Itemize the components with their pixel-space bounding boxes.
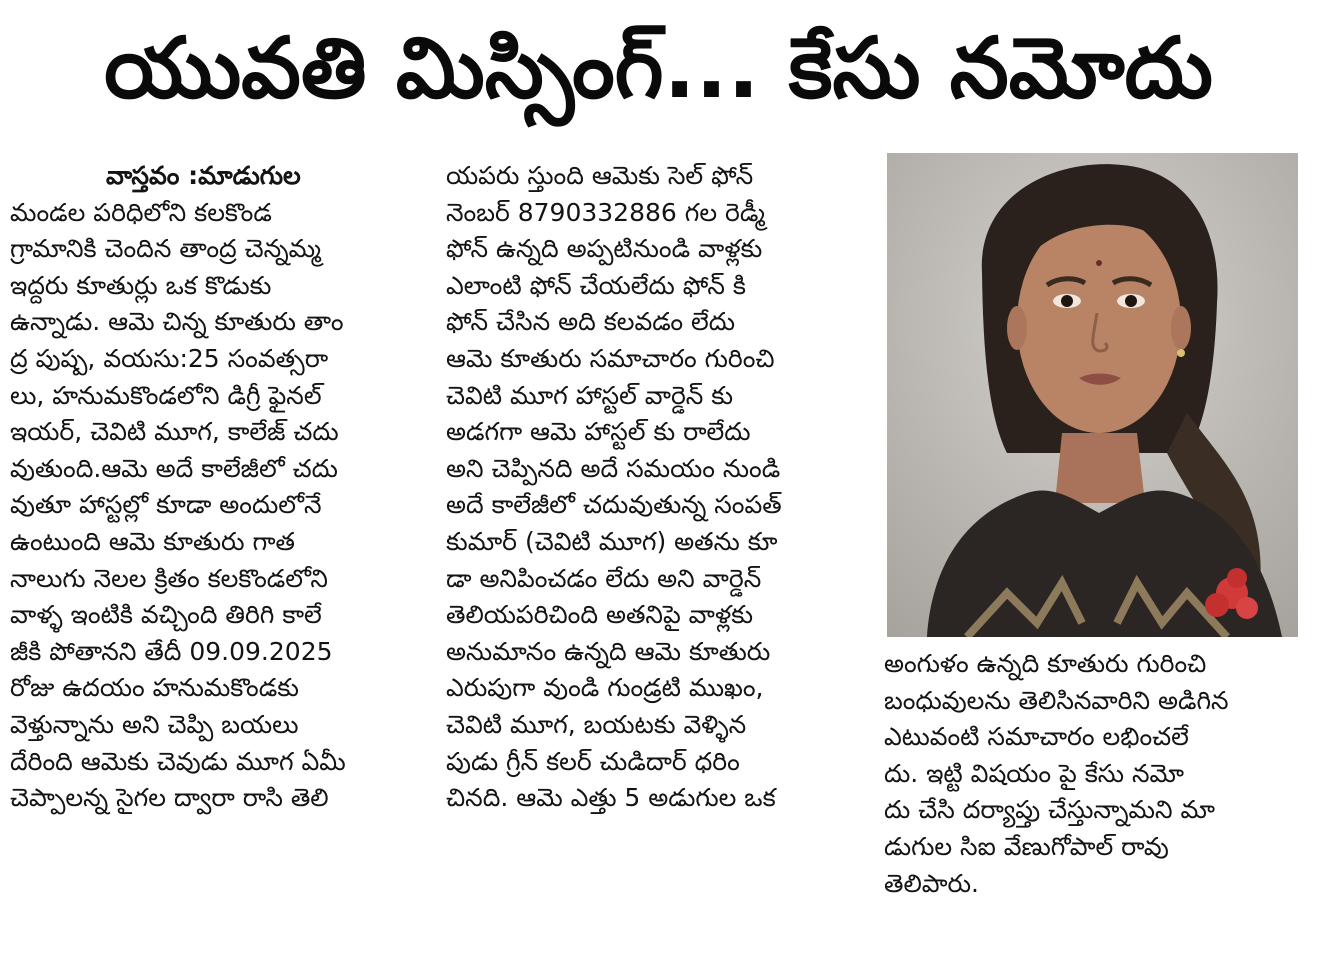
text-line: చెవిటి మూగ హాస్టల్ వార్డెన్ కు: [446, 380, 733, 410]
text-line: చెవిటి మూగ, బయటకు వెళ్ళిన: [446, 709, 747, 739]
column-3-text: [884, 646, 1304, 902]
text-line: ఇద్దరు కూతుర్లు ఒక కొడుకు: [10, 270, 272, 300]
text-line: వెళ్తున్నాను అని చెప్పి బయలు: [10, 709, 299, 739]
article-column-1: [10, 158, 430, 817]
text-line: పుడు గ్రీన్ కలర్ చుడిదార్ ధరిం: [446, 746, 740, 776]
article-column-2: [446, 158, 871, 817]
text-line: చెప్పాలన్న సైగల ద్వారా రాసి తెలి: [10, 783, 329, 813]
text-line: జీకి పోతానని తేదీ 09.09.2025: [10, 636, 333, 666]
text-line: ఉన్నాడు. ఆమె చిన్న కూతురు తాం: [10, 307, 344, 337]
dateline: వాస్తవం :మాడుగుల: [106, 161, 301, 190]
text-line: వుతూ హాస్టల్లో కూడా అందులోనే: [10, 490, 322, 520]
text-line: తెలియపరిచింది అతనిపై వాళ్లకు: [446, 600, 753, 630]
text-line: ఎలాంటి ఫోన్ చేయలేదు ఫోన్ కి: [446, 270, 746, 300]
text-line: చినది. ఆమె ఎత్తు 5 అడుగుల ఒక: [446, 783, 776, 813]
column-2-text: [446, 158, 871, 817]
text-line: ఫోన్ ఉన్నది అప్పటినుండి వాళ్లకు: [446, 234, 763, 264]
text-line: తెలిపారు.: [884, 868, 979, 898]
article-column-3: [884, 646, 1304, 902]
text-line: డా అనిపించడం లేదు అని వార్డెన్: [446, 563, 762, 593]
text-line: అదే కాలేజీలో చదువుతున్న సంపత్: [446, 490, 782, 520]
text-line: బంధువులను తెలిసినవారిని అడిగిన: [884, 685, 1229, 715]
text-line: ద్ర పుష్ప, వయసు:25 సంవత్సరా: [10, 343, 329, 373]
text-line: నాలుగు నెలల క్రితం కలకొండలోని: [10, 563, 328, 593]
missing-person-photo: [887, 153, 1298, 637]
column-1-text: [10, 195, 430, 817]
text-line: యపరు స్తుంది ఆమెకు సెల్ ఫోన్: [446, 161, 754, 190]
text-line: మండల పరిధిలోని కలకొండ: [10, 197, 272, 227]
text-line: అనుమానం ఉన్నది ఆమె కూతురు: [446, 636, 771, 666]
text-line: వుతుంది.ఆమె అదే కాలేజీలో చదు: [10, 453, 338, 483]
text-line: డుగుల సిఐ వేణుగోపాల్ రావు: [884, 831, 1169, 861]
text-line: ఎరుపుగా వుండి గుండ్రటి ముఖం,: [446, 673, 764, 703]
text-line: దు చేసి దర్యాప్తు చేస్తున్నామని మా: [884, 795, 1215, 825]
text-line: అంగుళం ఉన్నది కూతురు గురించి: [884, 649, 1207, 678]
portrait-illustration: [887, 153, 1298, 637]
text-line: ఇయర్, చెవిటి మూగ, కాలేజ్ చదు: [10, 417, 339, 447]
text-line: నెంబర్ 8790332886 గల రెడ్మీ: [446, 197, 765, 227]
text-line: ఉంటుంది ఆమె కూతురు గాత: [10, 526, 295, 556]
text-line: కుమార్ (చెవిటి మూగ) అతను కూ: [446, 526, 778, 556]
text-line: వాళ్ళ ఇంటికి వచ్చింది తిరిగి కాలే: [10, 600, 322, 630]
text-line: అడగగా ఆమె హాస్టల్ కు రాలేదు: [446, 417, 751, 447]
text-line: ఫోన్ చేసిన అది కలవడం లేదు: [446, 307, 736, 337]
text-line: ఆమె కూతురు సమాచారం గురించి: [446, 343, 775, 373]
text-line: దు. ఇట్టి విషయం పై కేసు నమో: [884, 758, 1184, 788]
text-line: ఎటువంటి సమాచారం లభించలే: [884, 722, 1189, 752]
text-line: గ్రామానికి చెందిన తాంద్ర చెన్నమ్మ: [10, 234, 321, 264]
text-line: రోజు ఉదయం హనుమకొండకు: [10, 673, 299, 703]
headline: యువతి మిస్సింగ్... కేసు నమోదు: [104, 19, 1213, 117]
text-line: అని చెప్పినది అదే సమయం నుండి: [446, 453, 781, 483]
text-line: దేరింది ఆమెకు చెవుడు మూగ ఏమీ: [10, 746, 346, 776]
text-line: లు, హనుమకొండలోని డిగ్రీ ఫైనల్: [10, 380, 322, 410]
